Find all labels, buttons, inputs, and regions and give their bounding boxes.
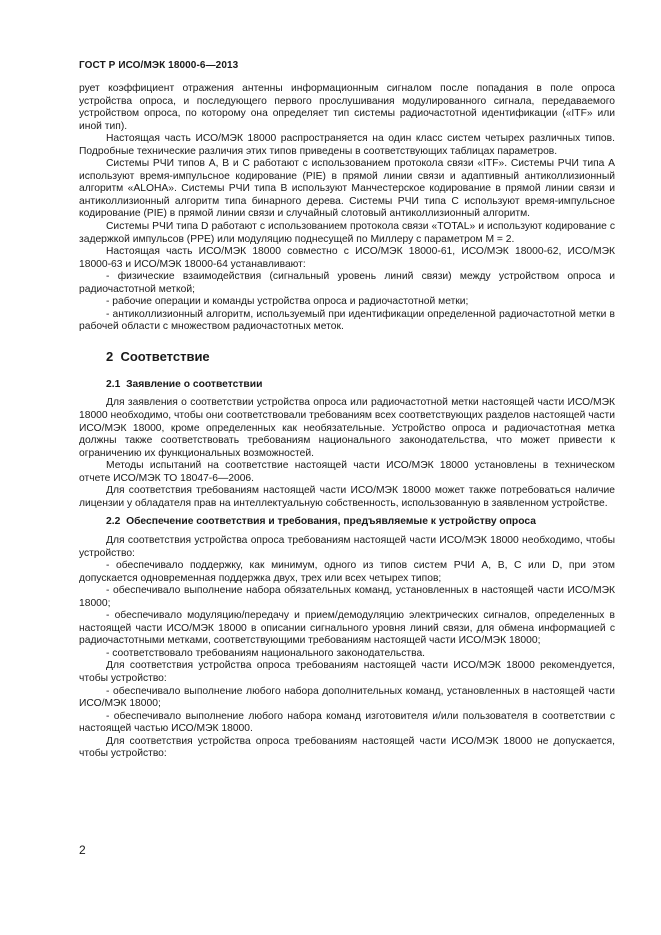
document-header: ГОСТ Р ИСО/МЭК 18000-6—2013 — [79, 60, 239, 71]
paragraph: Настоящая часть ИСО/МЭК 18000 совместно с ИСО/МЭК 18000-61, ИСО/МЭК 18000-62, ИСО/МЭК 18000-63 и ИСО/МЭК 18000-64 устанавливают: — [79, 246, 615, 270]
page-number: 2 — [79, 843, 86, 857]
list-item: - антиколлизионный алгоритм, используемый при идентификации определенной радиочастотной метки в рабочей области с множеством радиочастотных меток. — [79, 308, 615, 333]
paragraph: Методы испытаний на соответствие настоящей части ИСО/МЭК 18000 установлены в техническом отчете ИСО/МЭК ТО 18047-6—2006. — [79, 460, 615, 484]
subsection-number: 2.1 — [106, 378, 121, 390]
paragraph: Для соответствия устройства опроса требованиям настоящей части ИСО/МЭК 18000 необходимо, чтобы устройство: — [79, 534, 615, 559]
paragraph: Для соответствия требованиям настоящей части ИСО/МЭК 18000 может также потребоваться наличие лицензии у обладателя прав на интеллектуальную собственность, использованную в заявленном устройстве. — [79, 485, 615, 509]
paragraph: Системы РЧИ типа D работают с использованием протокола связи «TOTAL» и используют кодирование с задержкой импульсов (PPE) или модуляцию поднесущей по Миллеру с параметром М = 2. — [79, 221, 615, 245]
section-number: 2 — [106, 348, 114, 364]
paragraph: Для соответствия устройства опроса требованиям настоящей части ИСО/МЭК 18000 не допускается, чтобы устройство: — [79, 735, 615, 760]
document-body — [79, 83, 615, 761]
subsection-title: Заявление о соответствии — [126, 378, 263, 390]
subsection-heading — [79, 516, 615, 529]
paragraph: рует коэффициент отражения антенны информационным сигналом после попадания в поле опроса устройства опроса, и последующего первого прослушивания модулированного сигнала, передаваемого устройством опроса, по которому она определяет тип системы радиочастотной идентификации («ITF» или иной тип). — [79, 83, 615, 132]
list-item: - соответствовало требованиям национального законодательства. — [106, 647, 426, 659]
section-title: Соответствие — [120, 348, 210, 364]
list-item: - рабочие операции и команды устройства опроса и радиочастотной метки; — [106, 296, 469, 308]
paragraph: Настоящая часть ИСО/МЭК 18000 распространяется на один класс систем четырех различных типов. Подробные технические различия этих типов приведены в соответствующих таблицах параметров. — [79, 133, 615, 157]
section-heading — [79, 349, 615, 365]
subsection-title: Обеспечение соответствия и требования, предъявляемые к устройству опроса — [126, 516, 536, 528]
subsection-number: 2.2 — [106, 516, 121, 528]
list-item: - обеспечивало поддержку, как минимум, одного из типов систем РЧИ А, В, С или D, при этом допускается одновременная поддержка двух, трех или всех четырех типов; — [79, 560, 615, 584]
paragraph: Для заявления о соответствии устройства опроса или радиочастотной метки настоящей части ИСО/МЭК 18000 необходимо, чтобы они соответствовали требованиям всех соответствующих разделов настоящей части ИСО/МЭК 18000, кроме определенных как необязательные. Устройство опроса и радиочастотная метка должны также соответствовать требованиям национального законодательства, что может привести к ограничению их функциональных возможностей. — [79, 397, 615, 459]
list-item: - физические взаимодействия (сигнальный уровень линий связи) между устройством опроса и радиочастотной меткой; — [79, 271, 615, 295]
list-item: - обеспечивало модуляцию/передачу и прием/демодуляцию электрических сигналов, определенных в настоящей части ИСО/МЭК 18000 в описании сигнального уровня линий связи, для обмена информацией с радиочастотными метками, соответствующими требованиям настоящей части ИСО/МЭК 18000; — [79, 610, 615, 647]
list-item: - обеспечивало выполнение любого набора дополнительных команд, установленных в настоящей части ИСО/МЭК 18000; — [79, 685, 615, 710]
subsection-heading — [79, 379, 615, 392]
paragraph: Для соответствия устройства опроса требованиям настоящей части ИСО/МЭК 18000 рекомендуется, чтобы устройство: — [79, 660, 615, 684]
paragraph: Системы РЧИ типов А, В и С работают с использованием протокола связи «ITF». Системы РЧИ типа А используют время-импульсное кодирование (PIE) в прямой линии связи и адаптивный антиколлизионный алгоритм «ALOHA». Системы РЧИ типа В используют Манчестерское кодирование в прямой линии связи и антиколлизионный алгоритм типа бинарного дерева. Системы РЧИ типа С используют время-импульсное кодирование (PIE) в прямой линии связи и случайный слотовый антиколлизионный алгоритм. — [79, 158, 615, 220]
list-item: - обеспечивало выполнение набора обязательных команд, установленных в настоящей части ИСО/МЭК 18000; — [79, 585, 615, 609]
list-item: - обеспечивало выполнение любого набора команд изготовителя и/или пользователя в соответствии с настоящей частью ИСО/МЭК 18000. — [79, 710, 615, 735]
